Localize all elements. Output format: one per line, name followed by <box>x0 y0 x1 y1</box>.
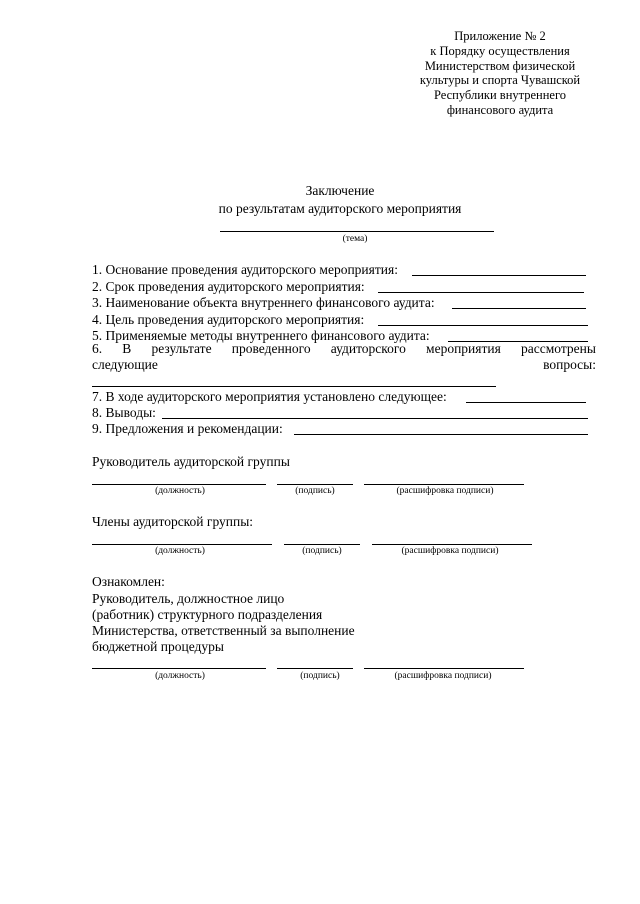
document-title: Заключение <box>305 183 375 198</box>
item-4-label: 4. Цель проведения аудиторского мероприятия: <box>92 312 365 327</box>
item-8-label: 8. Выводы: <box>92 405 156 420</box>
head-position-caption: (должность) <box>155 486 205 496</box>
members-position-caption: (должность) <box>155 546 205 556</box>
acquainted-signature-line <box>277 668 353 669</box>
item-6-word: 6. <box>92 341 103 356</box>
item-9-fill-line <box>294 434 588 435</box>
acquainted-line: бюджетной процедуры <box>92 639 224 654</box>
acquainted-position-caption: (должность) <box>155 671 205 681</box>
appendix-line: Приложение № 2 <box>454 29 546 43</box>
head-signature-line <box>277 484 353 485</box>
item-3-label: 3. Наименование объекта внутреннего финансового аудита: <box>92 295 435 310</box>
item-3-fill-line <box>452 308 586 309</box>
appendix-line: Республики внутреннего <box>433 88 567 103</box>
acquainted-line: Руководитель, должностное лицо <box>92 591 285 606</box>
item-6-fill-line <box>92 386 496 387</box>
item-6-word: В <box>122 341 132 356</box>
acquainted-decoding-line <box>364 668 524 669</box>
appendix-line: культуры и спорта Чувашской <box>419 73 581 88</box>
item-6-word: рассмотрены <box>521 341 596 356</box>
item-2-label: 2. Срок проведения аудиторского мероприятия: <box>92 279 365 294</box>
appendix-header <box>400 29 600 118</box>
audit-head-label: Руководитель аудиторской группы <box>92 454 290 469</box>
item-6-word: проведенного <box>231 341 311 356</box>
item-6-word: аудиторского <box>330 341 406 356</box>
item-6-word: мероприятия <box>426 341 501 356</box>
item-1-fill-line <box>412 275 586 276</box>
appendix-line: финансового аудита <box>446 102 554 117</box>
item-7-fill-line <box>466 402 586 403</box>
acquainted-label: Ознакомлен: <box>92 574 165 589</box>
item-9-label: 9. Предложения и рекомендации: <box>92 421 283 436</box>
appendix-line: к Порядку осуществления <box>430 43 570 58</box>
item-6-questions-label: вопросы: <box>543 357 596 372</box>
item-1-label: 1. Основание проведения аудиторского мероприятия: <box>92 262 398 277</box>
members-signature-caption: (подпись) <box>302 546 342 556</box>
acquainted-position-line <box>92 668 266 669</box>
members-decoding-line <box>372 544 532 545</box>
appendix-line: Министерством физической <box>424 58 576 73</box>
item-5-label: 5. Применяемые методы внутреннего финансового аудита: <box>92 328 430 343</box>
document-subtitle: по результатам аудиторского мероприятия <box>218 201 462 216</box>
head-signature-caption: (подпись) <box>295 486 335 496</box>
acquainted-line: (работник) структурного подразделения <box>92 607 323 622</box>
members-decoding-caption: (расшифровка подписи) <box>401 546 499 556</box>
item-4-fill-line <box>378 325 588 326</box>
item-6-line-2 <box>92 357 596 373</box>
members-signature-line <box>284 544 360 545</box>
topic-line <box>220 231 494 232</box>
item-6-line-1 <box>92 341 596 357</box>
topic-caption: (тема) <box>342 234 368 244</box>
item-6-continuation: следующие <box>92 357 158 372</box>
item-2-fill-line <box>378 292 584 293</box>
head-decoding-line <box>364 484 524 485</box>
head-position-line <box>92 484 266 485</box>
head-decoding-caption: (расшифровка подписи) <box>396 486 494 496</box>
item-7-label: 7. В ходе аудиторского мероприятия установлено следующее: <box>92 389 447 404</box>
acquainted-signature-caption: (подпись) <box>300 671 340 681</box>
acquainted-decoding-caption: (расшифровка подписи) <box>394 671 492 681</box>
members-position-line <box>92 544 272 545</box>
audit-members-label: Члены аудиторской группы: <box>92 514 254 529</box>
item-6-word: результате <box>151 341 212 356</box>
item-8-fill-line <box>162 418 588 419</box>
acquainted-line: Министерства, ответственный за выполнение <box>92 623 355 638</box>
